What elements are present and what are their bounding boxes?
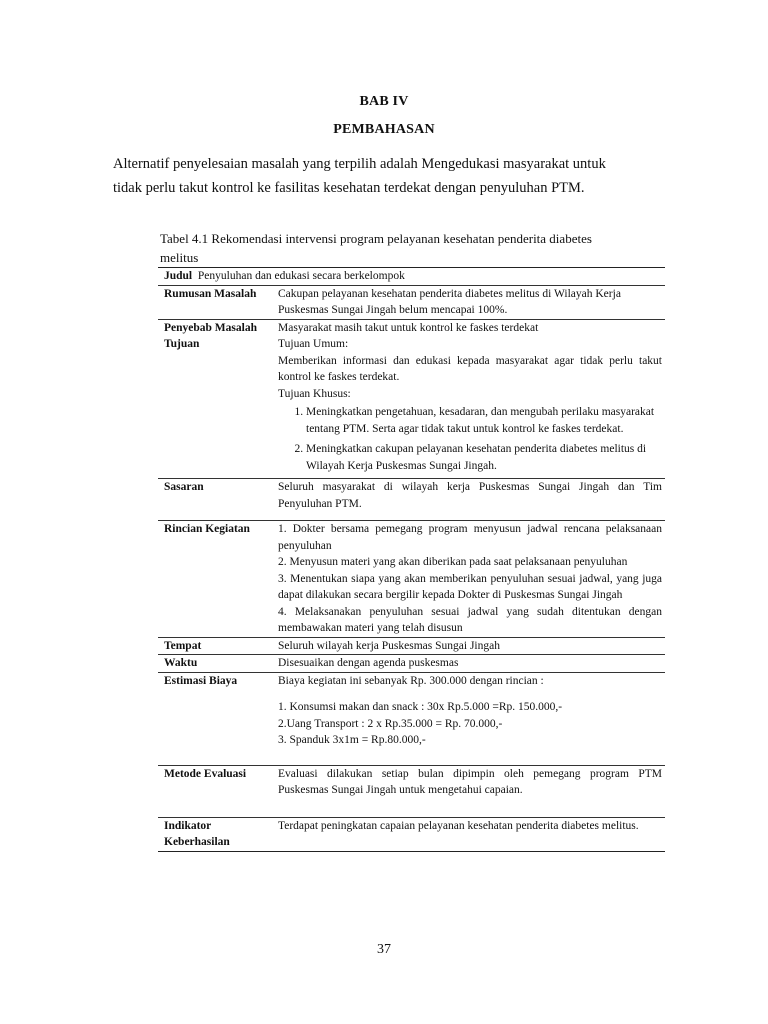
evaluasi-text: Evaluasi dilakukan setiap bulan dipimpin oleh pemegang program PTM Puskesmas Sungai Jingah untuk mengetahui capaian.: [278, 767, 662, 796]
tempat-label: Tempat: [158, 637, 270, 655]
rumusan-label: Rumusan Masalah: [158, 285, 270, 319]
table-row-sasaran: [158, 479, 665, 521]
rincian-item: 1. Dokter bersama pemegang program menyusun jadwal rencana pelaksanaan penyuluhan: [278, 523, 662, 552]
indikator-label-line-2: Keberhasilan: [164, 836, 230, 848]
table-caption-line-2: melitus: [160, 250, 199, 265]
tujuan-umum-heading: Tujuan Umum:: [278, 338, 349, 350]
evaluasi-value: [270, 765, 665, 817]
indikator-label-line-1: Indikator: [164, 819, 212, 832]
intro-paragraph: [113, 152, 653, 200]
table-row-waktu: [158, 655, 665, 673]
biaya-intro: Biaya kegiatan ini sebanyak Rp. 300.000 dengan rincian :: [278, 674, 544, 687]
chapter-number: BAB IV: [359, 94, 409, 109]
sasaran-label: Sasaran: [158, 479, 270, 521]
tujuan-khusus-list: [278, 404, 662, 474]
tujuan-umum-text: Memberikan informasi dan edukasi kepada masyarakat agar tidak perlu takut kontrol ke faskes terdekat.: [278, 354, 662, 383]
tujuan-value: [270, 336, 665, 479]
page-number: 37: [377, 942, 391, 957]
tempat-value: Seluruh wilayah kerja Puskesmas Sungai Jingah: [270, 637, 665, 655]
table-row-biaya: [158, 672, 665, 765]
judul-value: Penyuluhan dan edukasi secara berkelompok: [197, 270, 405, 282]
table-caption: [160, 229, 640, 267]
waktu-label: Waktu: [158, 655, 270, 673]
spacer: [278, 749, 662, 765]
table-row-tempat: [158, 637, 665, 655]
rumusan-value: Cakupan pelayanan kesehatan penderita diabetes melitus di Wilayah Kerja Puskesmas Sungai Jingah belum mencapai 100%.: [270, 285, 665, 319]
tujuan-label: Tujuan: [164, 338, 200, 350]
indikator-label: [158, 817, 270, 851]
chapter-title: PEMBAHASAN: [333, 122, 435, 137]
waktu-value: Disesuaikan dengan agenda puskesmas: [270, 655, 665, 673]
rincian-value: [270, 521, 665, 638]
judul-label: Judul: [164, 270, 193, 282]
biaya-label: Estimasi Biaya: [158, 672, 270, 765]
intro-line-2: tidak perlu takut kontrol ke fasilitas kesehatan terdekat dengan penyuluhan PTM.: [113, 180, 585, 196]
table-row-rincian: [158, 521, 665, 638]
rincian-item: 2. Menyusun materi yang akan diberikan pada saat pelaksanaan penyuluhan: [278, 556, 628, 568]
sasaran-text: Seluruh masyarakat di wilayah kerja Puskesmas Sungai Jingah dan Tim Penyuluhan PTM.: [278, 481, 662, 510]
spacer: [278, 689, 662, 699]
tujuan-khusus-heading: Tujuan Khusus:: [278, 387, 351, 400]
biaya-item: 2.Uang Transport : 2 x Rp.35.000 = Rp. 70.000,-: [278, 717, 503, 730]
recommendation-table: [158, 267, 665, 852]
table-row-tujuan: [158, 336, 665, 479]
penyebab-value: Masyarakat masih takut untuk kontrol ke faskes terdekat: [270, 319, 665, 336]
table-row-judul: [158, 268, 665, 286]
spacer: [278, 799, 662, 817]
rincian-item: 3. Menentukan siapa yang akan memberikan penyuluhan sesuai jadwal, yang juga dapat dilakukan secara bergilir kepada Dokter di Puskesmas Sungai Jingah: [278, 572, 662, 601]
sasaran-value: [270, 479, 665, 521]
penyebab-label: Penyebab Masalah: [158, 319, 270, 336]
table-row-rumusan: [158, 285, 665, 319]
biaya-item: 1. Konsumsi makan dan snack : 30x Rp.5.000 =Rp. 150.000,-: [278, 701, 563, 713]
indikator-value: Terdapat peningkatan capaian pelayanan kesehatan penderita diabetes melitus.: [270, 817, 665, 851]
table-row-indikator: [158, 817, 665, 851]
biaya-value: [270, 672, 665, 765]
judul-cell: [158, 268, 665, 286]
intro-line-1: Alternatif penyelesaian masalah yang terpilih adalah Mengedukasi masyarakat untuk: [113, 156, 606, 172]
rincian-item: 4. Melaksanakan penyuluhan sesuai jadwal yang sudah ditentukan dengan membawakan materi yang telah disusun: [278, 605, 662, 634]
tujuan-khusus-item: 2. Meningkatkan cakupan pelayanan kesehatan penderita diabetes melitus di Wilayah Kerja Puskesmas Sungai Jingah.: [306, 441, 662, 474]
evaluasi-label: Metode Evaluasi: [158, 765, 270, 817]
tujuan-khusus-item: 1. Meningkatkan pengetahuan, kesadaran, dan mengubah perilaku masyarakat tentang PTM. Serta agar tidak takut untuk kontrol ke faskes terdekat.: [306, 404, 662, 437]
biaya-item: 3. Spanduk 3x1m = Rp.80.000,-: [278, 734, 426, 746]
table-caption-line-1: Tabel 4.1 Rekomendasi intervensi program pelayanan kesehatan penderita diabetes: [160, 231, 592, 246]
spacer: [278, 512, 662, 520]
table-row-evaluasi: [158, 765, 665, 817]
table-row-penyebab: [158, 319, 665, 336]
rincian-label: Rincian Kegiatan: [158, 521, 270, 638]
